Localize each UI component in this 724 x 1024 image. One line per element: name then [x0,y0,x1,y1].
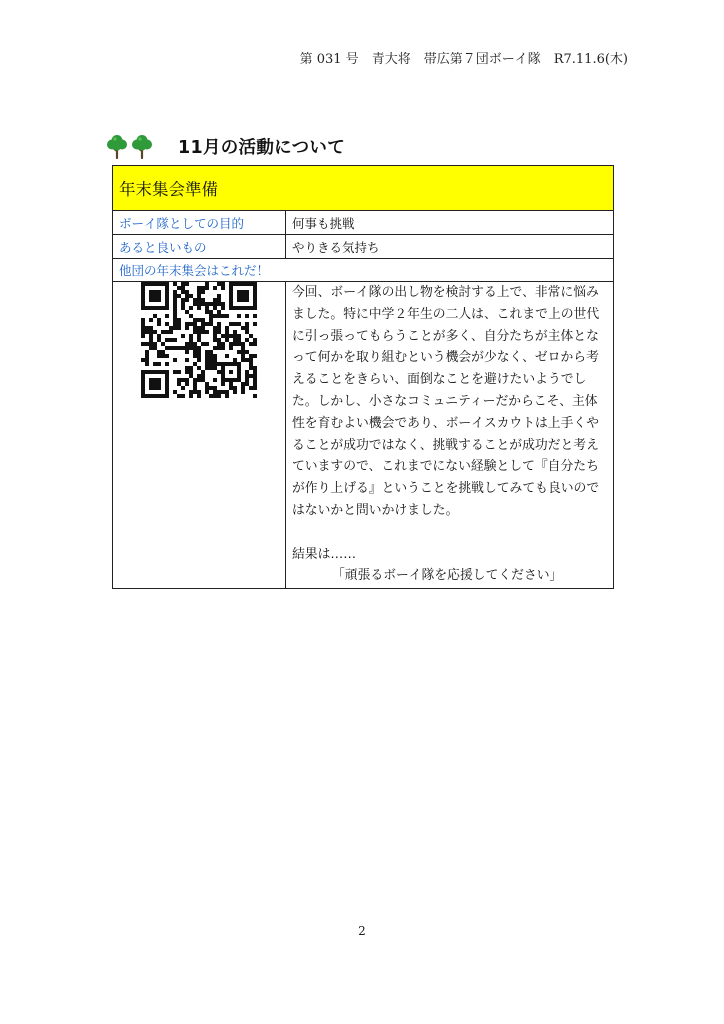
report-line: はないかと問いかけました。 [292,502,459,518]
report-row [113,282,614,589]
report-line: が作り上げる』ということを挑戦してみても良いので [292,481,600,497]
report-line: って何かを取り組むという機会が少なく、ゼロから考 [292,350,599,366]
tree-icon [131,134,153,159]
report-line: ました。特に中学２年生の二人は、これまで上の世代 [292,306,600,322]
issue-number: 第 031 号 [299,52,359,67]
result-quote: 「頑張るボーイ隊を応援してください」 [332,568,563,584]
subheading-row [113,259,614,282]
event-title: 年末集会準備 [113,166,614,211]
paragraph-gap [292,522,607,544]
troop-name: 帯広第７団ボーイ隊 [423,52,541,67]
newsletter-header [300,52,628,68]
other-troops-heading: 他団の年末集会はこれだ！ [113,259,614,282]
table-row [113,235,614,259]
report-line: た。しかし、小さなコミュニティーだからこそ、主体 [292,393,598,409]
report-line: ていますので、これまでにない経験として『自分たち [292,459,599,475]
issue-date: R7.11.6(木) [553,52,628,67]
purpose-label: ボーイ隊としての目的 [113,211,286,235]
tree-icon [106,134,128,159]
report-line: 今回、ボーイ隊の出し物を検討する上で、非常に悩み [292,285,599,300]
report-line: ることが成功ではなく、挑戦することが成功だと考え [292,437,599,453]
section-title: 11月の活動について [178,137,346,158]
result-label: 結果は…… [292,546,356,562]
qr-code-icon [141,282,257,398]
purpose-value: 何事も挑戦 [286,211,614,235]
qr-code-cell [113,282,286,589]
nice-to-have-label: あると良いもの [113,235,286,259]
activity-table [112,165,614,589]
event-title-row [113,166,614,211]
section-heading [106,133,345,159]
report-line: 性を育むよい機会であり、ボーイスカウトは上手くや [292,415,599,431]
qr-modules [141,282,257,398]
report-line: えることをきらい、面倒なことを避けたいようでし [292,372,587,388]
newsletter-name: 青大将 [371,52,411,67]
page-number: 2 [358,924,366,938]
nice-to-have-value: やりきる気持ち [286,235,614,259]
table-row [113,211,614,235]
report-text [286,282,614,589]
report-line: に引っ張ってもらうことが多く、自分たちが主体とな [292,328,599,344]
